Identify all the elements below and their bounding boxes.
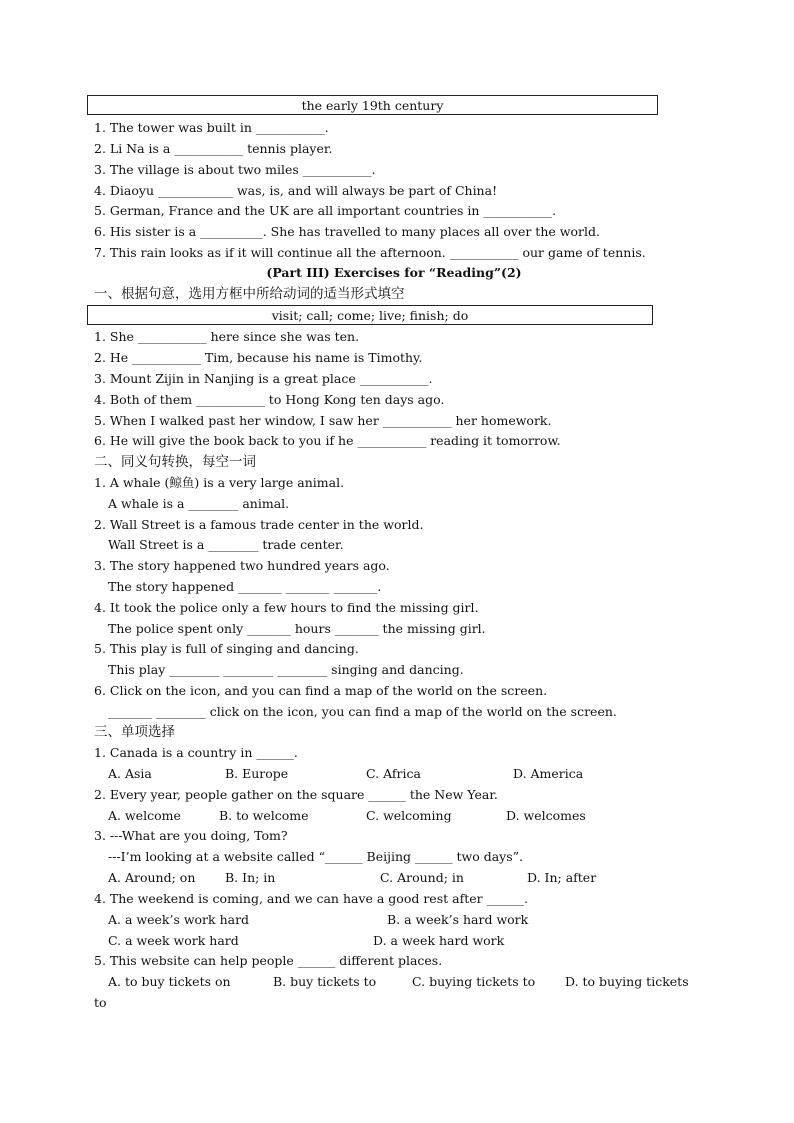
word-box-text: visit; call; come; live; finish; do [271,308,469,323]
question-line: 3. Mount Zijin in Nanjing is a great place ___________. [94,371,433,386]
section3-heading: 三、单项选择 [94,724,175,740]
question-line: 4. Both of them ___________ to Hong Kong ten days ago. [94,392,445,407]
section1-heading: 一、根据句意，选用方框中所给动词的适当形式填空 [94,286,405,302]
question-line: 3. The story happened two hundred years ago. [94,558,390,573]
question-line: 2. Wall Street is a famous trade center in the world. [94,517,424,532]
answer-line: _______ ________ click on the icon, you can find a map of the world on the screen. [108,704,617,719]
option-c: C. buying tickets to [412,974,536,989]
word-box-text: the early 19th century [301,98,444,113]
question-line: 4. It took the police only a few hours to find the missing girl. [94,600,479,615]
word-box-section1 [87,305,653,325]
option-a: A. a week’s work hard [108,912,250,927]
option-a: A. to buy tickets on [108,974,231,989]
question-line: 4. Diaoyu ____________ was, is, and will always be part of China! [94,183,498,198]
option-d: D. In; after [527,870,597,885]
option-b: B. a week’s hard work [387,912,529,927]
word-box-part2 [87,95,658,115]
option-c: C. welcoming [366,808,452,823]
answer-line: Wall Street is a ________ trade center. [108,537,344,552]
option-b: B. buy tickets to [273,974,377,989]
part3-title: (Part III) Exercises for “Reading”(2) [266,265,522,280]
question-line: 7. This rain looks as if it will continue all the afternoon. ___________ our game of tennis. [94,245,646,260]
option-d: D. welcomes [506,808,586,823]
option-b: B. In; in [225,870,276,885]
question-line: 1. The tower was built in ___________. [94,120,329,135]
question-line: 6. Click on the icon, and you can find a map of the world on the screen. [94,683,548,698]
question-line: 6. His sister is a __________. She has travelled to many places all over the world. [94,224,600,239]
question-line: 6. He will give the book back to you if he ___________ reading it tomorrow. [94,433,561,448]
section2-heading: 二、同义句转换，每空一词 [94,454,256,470]
answer-line: The police spent only _______ hours _______ the missing girl. [108,621,486,636]
question-line: ---I’m looking at a website called “______ Beijing ______ two days”. [108,849,523,864]
option-d: D. to buying tickets [565,974,689,989]
question-line: 3. ---What are you doing, Tom? [94,828,288,843]
question-line: 2. He ___________ Tim, because his name is Timothy. [94,350,423,365]
option-d: D. America [513,766,584,781]
option-c: C. Around; in [380,870,464,885]
question-line: 2. Li Na is a ___________ tennis player. [94,141,333,156]
option-c: C. a week work hard [108,933,239,948]
option-d-wrap: to [94,995,107,1010]
question-line: 1. She ___________ here since she was ten. [94,329,360,344]
answer-line: This play ________ ________ ________ singing and dancing. [108,662,464,677]
answer-line: The story happened _______ _______ _______. [108,579,382,594]
option-a: A. Around; on [108,870,196,885]
question-line: 5. When I walked past her window, I saw her ___________ her homework. [94,413,552,428]
question-line: 5. German, France and the UK are all important countries in ___________. [94,203,557,218]
option-b: B. Europe [225,766,289,781]
question-line: 3. The village is about two miles ___________. [94,162,376,177]
question-line: 1. A whale (鲸鱼) is a very large animal. [94,475,345,490]
option-b: B. to welcome [219,808,309,823]
answer-line: A whale is a ________ animal. [108,496,290,511]
question-line: 5. This website can help people ______ different places. [94,953,443,968]
question-line: 2. Every year, people gather on the square ______ the New Year. [94,787,498,802]
question-line: 4. The weekend is coming, and we can have a good rest after ______. [94,891,529,906]
question-line: 5. This play is full of singing and dancing. [94,641,359,656]
option-a: A. Asia [108,766,152,781]
option-a: A. welcome [108,808,181,823]
question-line: 1. Canada is a country in ______. [94,745,298,760]
option-d: D. a week hard work [373,933,505,948]
option-c: C. Africa [366,766,421,781]
